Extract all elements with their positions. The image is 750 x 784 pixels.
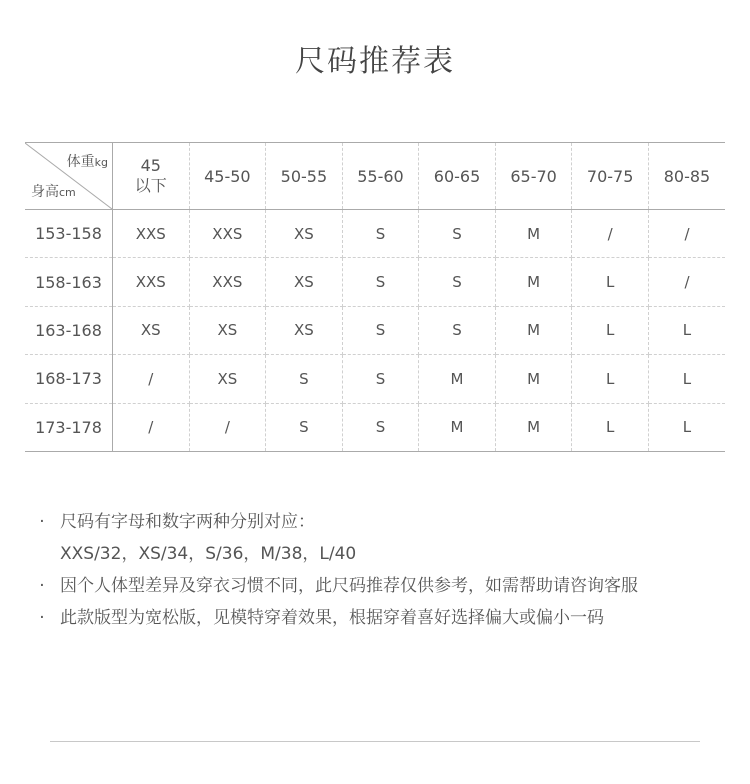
table-row — [25, 210, 725, 258]
size-cell: M — [495, 258, 572, 306]
size-cell: XXS — [189, 210, 266, 258]
note-text: 因个人体型差异及穿衣习惯不同，此尺码推荐仅供参考，如需帮助请咨询客服 — [60, 576, 638, 596]
bullet-icon: · — [39, 512, 45, 532]
bottom-divider — [50, 741, 700, 742]
weight-column-header: 55-60 — [342, 143, 419, 210]
size-cell: XXS — [113, 258, 190, 306]
note-subtext: XXS/32，XS/34，S/36，M/38，L/40 — [60, 544, 357, 564]
size-cell: / — [189, 403, 266, 451]
height-range-cell: 158-163 — [25, 258, 113, 306]
table-row — [25, 355, 725, 403]
size-notes — [36, 506, 726, 634]
corner-header-cell — [25, 143, 113, 210]
table-row — [25, 403, 725, 451]
size-cell: S — [419, 210, 496, 258]
size-cell: XXS — [113, 210, 190, 258]
size-cell: S — [419, 306, 496, 354]
size-cell: XXS — [189, 258, 266, 306]
page-title: 尺码推荐表 — [295, 44, 455, 79]
size-cell: M — [419, 355, 496, 403]
note-text: 此款版型为宽松版，见模特穿着效果，根据穿着喜好选择偏大或偏小一码 — [60, 608, 604, 628]
size-cell: L — [648, 306, 725, 354]
size-cell: S — [342, 403, 419, 451]
size-cell: XS — [266, 306, 343, 354]
table-row — [25, 258, 725, 306]
size-cell: S — [266, 403, 343, 451]
table-row — [25, 306, 725, 354]
size-cell: L — [572, 306, 649, 354]
size-cell: M — [495, 306, 572, 354]
size-cell: / — [113, 403, 190, 451]
bullet-icon: · — [39, 608, 45, 628]
size-cell: S — [266, 355, 343, 403]
weight-column-header: 80-85 — [648, 143, 725, 210]
bullet-icon: · — [39, 576, 45, 596]
weight-column-header: 45-50 — [189, 143, 266, 210]
size-cell: XS — [189, 306, 266, 354]
size-cell: L — [648, 403, 725, 451]
size-cell: M — [495, 210, 572, 258]
note-item — [36, 506, 726, 538]
height-range-cell: 173-178 — [25, 403, 113, 451]
size-cell: L — [648, 355, 725, 403]
height-axis-label: 身高cm — [31, 184, 76, 200]
weight-column-header: 60-65 — [419, 143, 496, 210]
size-cell: / — [572, 210, 649, 258]
corner-header — [25, 143, 112, 209]
size-cell: / — [648, 210, 725, 258]
weight-column-header: 70-75 — [572, 143, 649, 210]
size-cell: S — [342, 258, 419, 306]
size-cell: XS — [266, 210, 343, 258]
size-cell: M — [495, 355, 572, 403]
size-cell: L — [572, 403, 649, 451]
weight-column-header: 65-70 — [495, 143, 572, 210]
height-range-cell: 153-158 — [25, 210, 113, 258]
note-item — [36, 602, 726, 634]
size-cell: / — [648, 258, 725, 306]
size-cell: XS — [266, 258, 343, 306]
size-cell: M — [419, 403, 496, 451]
size-cell: XS — [189, 355, 266, 403]
note-item — [36, 570, 726, 602]
size-chart-table — [25, 142, 725, 452]
size-cell: L — [572, 258, 649, 306]
size-cell: L — [572, 355, 649, 403]
weight-column-header: 50-55 — [266, 143, 343, 210]
table-header-row — [25, 143, 725, 210]
weight-column-header: 45 以下 — [113, 143, 190, 210]
size-cell: M — [495, 403, 572, 451]
size-cell: XS — [113, 306, 190, 354]
size-cell: S — [342, 306, 419, 354]
size-cell: / — [113, 355, 190, 403]
size-cell: S — [342, 355, 419, 403]
note-text: 尺码有字母和数字两种分别对应： — [60, 512, 315, 532]
height-range-cell: 168-173 — [25, 355, 113, 403]
weight-axis-label: 体重kg — [66, 154, 108, 170]
size-cell: S — [342, 210, 419, 258]
height-range-cell: 163-168 — [25, 306, 113, 354]
size-cell: S — [419, 258, 496, 306]
